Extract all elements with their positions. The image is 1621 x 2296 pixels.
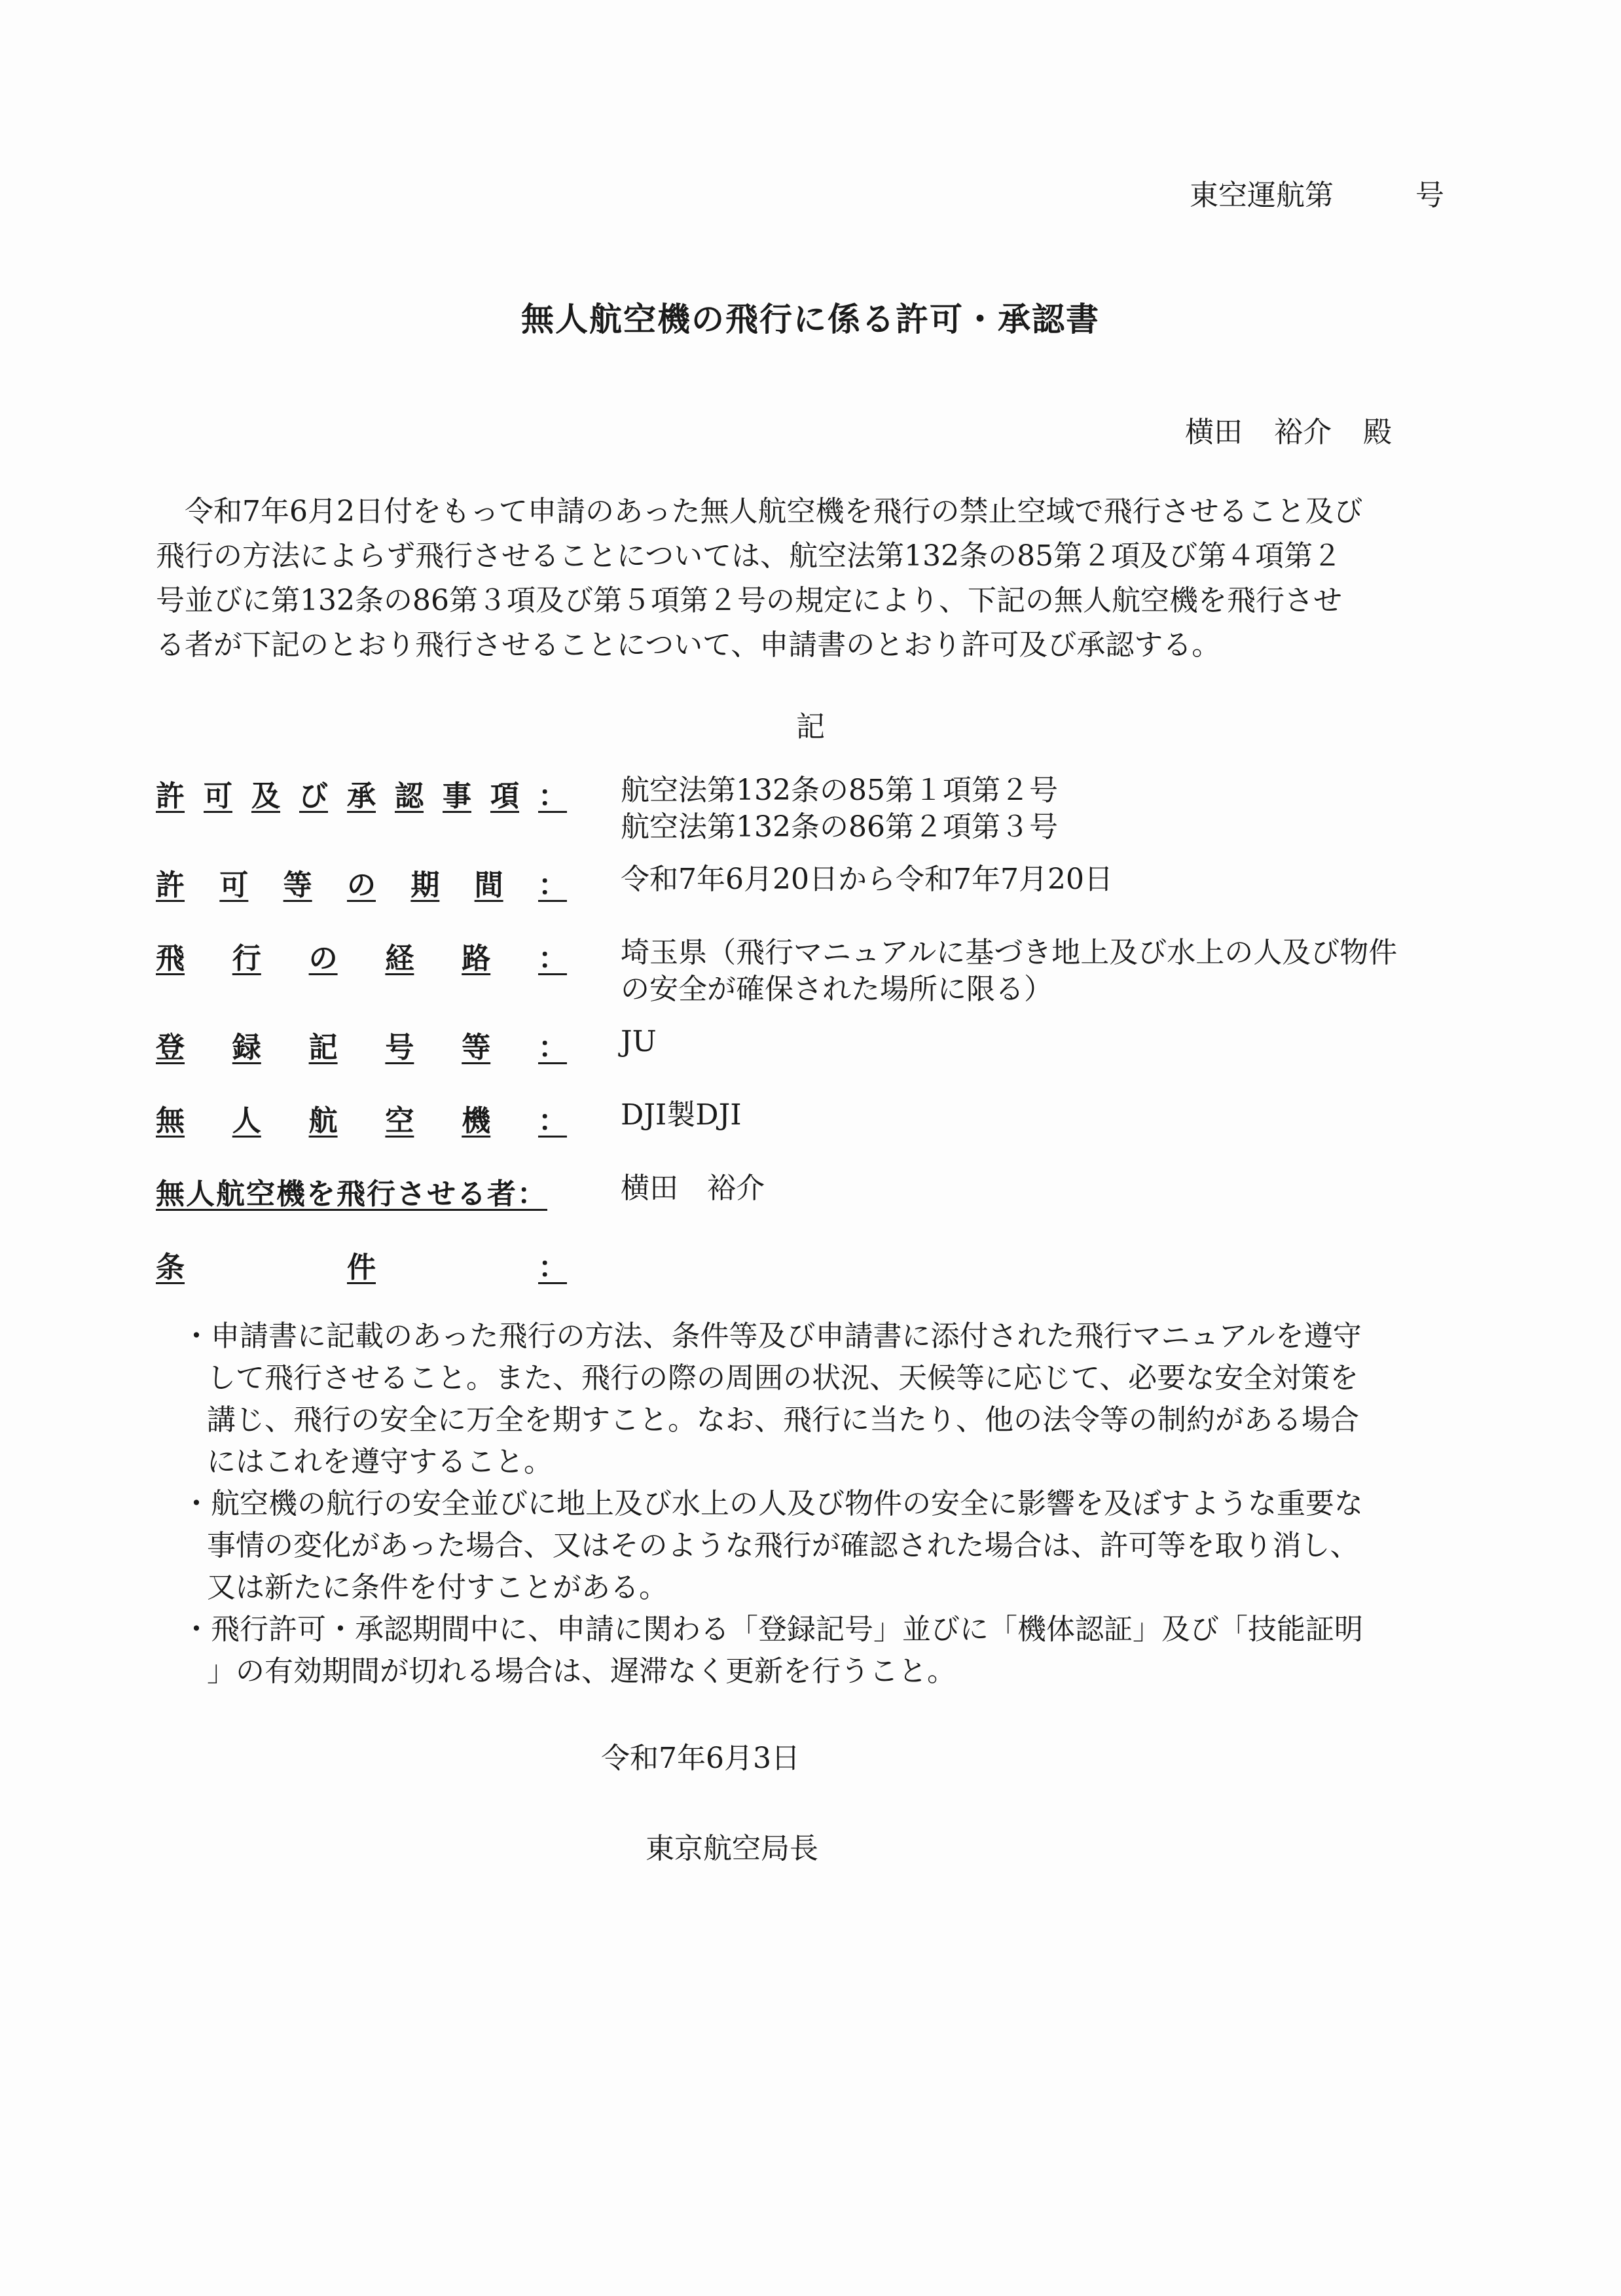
label-approval-matters	[156, 772, 567, 814]
issuer: 東京航空局長	[646, 1832, 818, 1865]
label-char: 及	[251, 780, 280, 813]
label-char: 可	[219, 869, 249, 902]
label-char: 事	[443, 780, 471, 813]
document-number	[1190, 171, 1444, 213]
condition-line: 」の有効期間が切れる場合は、遅滞なく更新を行うこと。	[207, 1655, 956, 1688]
value-route	[621, 935, 1397, 1008]
row-conditions	[156, 1244, 1465, 1296]
label-char: 空	[385, 1104, 414, 1138]
label-route	[156, 935, 567, 977]
body-line: 令和7年6月2日付をもって申請のあった無人航空機を飛行の禁止空域で飛行させること及び	[185, 495, 1363, 528]
label-char: 人	[232, 1104, 261, 1138]
value-line: 航空法第132条の85第１項第２号	[621, 774, 1058, 807]
label-period	[156, 861, 567, 903]
label-char: 条	[156, 1251, 185, 1284]
details-list	[156, 772, 1465, 1296]
row-approval-matters	[156, 772, 1465, 861]
condition-line: 事情の変化があった場合、又はそのような飛行が確認された場合は、許可等を取り消し、	[207, 1529, 1359, 1562]
value-approval-matters	[621, 772, 1058, 846]
value-period	[621, 861, 1113, 898]
label-char: ：	[537, 1104, 567, 1138]
label-char: ：	[537, 869, 567, 902]
condition-line: にはこれを遵守すること。	[207, 1445, 553, 1479]
value-registration	[621, 1024, 657, 1060]
value-aircraft	[621, 1097, 742, 1134]
label-char: 飛	[156, 942, 185, 975]
label-char: 許	[156, 869, 185, 902]
label-char: の	[346, 869, 376, 902]
addressee-honorific: 殿	[1363, 416, 1392, 449]
condition-line: ・飛行許可・承認期間中に、申請に関わる「登録記号」並びに「機体認証」及び「技能証明	[182, 1613, 1363, 1646]
label-char: 登	[156, 1031, 185, 1064]
value-line: 令和7年6月20日から令和7年7月20日	[621, 863, 1113, 896]
value-line: DJI製DJI	[621, 1098, 742, 1132]
label-char: 件	[347, 1251, 376, 1284]
label-char: 経	[385, 942, 414, 975]
label-char: 記	[308, 1031, 338, 1064]
value-line: の安全が確保された場所に限る）	[621, 973, 1053, 1006]
document-number-prefix: 東空運航第	[1190, 179, 1334, 212]
label-conditions	[156, 1244, 567, 1285]
row-operator	[156, 1170, 1465, 1244]
condition-line: 講じ、飛行の安全に万全を期すこと。なお、飛行に当たり、他の法令等の制約がある場合	[207, 1403, 1359, 1437]
addressee	[1185, 408, 1392, 450]
label-char: 行	[232, 942, 261, 975]
label-char: 許	[156, 780, 185, 813]
label-char: ：	[538, 780, 567, 813]
addressee-surname: 横田	[1185, 416, 1243, 449]
condition-line: ・航空機の航行の安全並びに地上及び水上の人及び物件の安全に影響を及ぼすような重要な	[182, 1487, 1363, 1520]
addressee-given-name: 裕介	[1274, 416, 1332, 449]
document-title: 無人航空機の飛行に係る許可・承認書	[521, 300, 1100, 338]
label-char: ：	[537, 942, 567, 975]
body-line: 飛行の方法によらず飛行させることについては、航空法第132条の85第２項及び第４項第２	[156, 539, 1342, 573]
label-char: 機	[462, 1104, 491, 1138]
row-period	[156, 861, 1465, 935]
condition-line: して飛行させること。また、飛行の際の周囲の状況、天候等に応じて、必要な安全対策を	[207, 1361, 1359, 1395]
label-char: 路	[462, 942, 491, 975]
value-line: 横田 裕介	[621, 1172, 765, 1205]
row-aircraft	[156, 1097, 1465, 1170]
conditions-list	[182, 1316, 1478, 1693]
label-char: 間	[474, 869, 503, 902]
condition-item	[182, 1483, 1478, 1609]
body-line: 号並びに第132条の86第３項及び第５項第２号の規定により、下記の無人航空機を飛行させ	[156, 584, 1342, 617]
label-char: ：	[537, 1031, 567, 1064]
row-route	[156, 935, 1465, 1024]
label-char: 可	[204, 780, 232, 813]
label-registration	[156, 1024, 567, 1066]
condition-item	[182, 1316, 1478, 1483]
condition-line: 又は新たに条件を付すことがある。	[207, 1571, 668, 1604]
label-char: 号	[385, 1031, 414, 1064]
value-line: JU	[621, 1025, 657, 1058]
body-paragraph	[156, 490, 1459, 668]
value-operator	[621, 1170, 765, 1207]
label-char: 録	[232, 1031, 261, 1064]
issue-date: 令和7年6月3日	[601, 1742, 800, 1775]
label-char: び	[299, 780, 328, 813]
ki-heading: 記	[796, 710, 825, 744]
condition-line: ・申請書に記載のあった飛行の方法、条件等及び申請書に添付された飛行マニュアルを遵守	[182, 1319, 1362, 1353]
label-operator: 無人航空機を飛行させる者：	[156, 1177, 547, 1211]
label-char: の	[308, 942, 338, 975]
label-char: 等	[283, 869, 312, 902]
label-char: 無	[156, 1104, 185, 1138]
label-char: 航	[308, 1104, 338, 1138]
value-line: 埼玉県（飛行マニュアルに基づき地上及び水上の人及び物件	[621, 936, 1398, 969]
row-registration	[156, 1024, 1465, 1097]
label-aircraft	[156, 1097, 567, 1139]
value-line: 航空法第132条の86第２項第３号	[621, 810, 1058, 844]
condition-item	[182, 1609, 1478, 1693]
label-char: 認	[395, 780, 424, 813]
label-char: ：	[538, 1251, 567, 1284]
body-line: る者が下記のとおり飛行させることについて、申請書のとおり許可及び承認する。	[156, 628, 1221, 662]
label-char: 承	[347, 780, 376, 813]
label-char: 項	[490, 780, 519, 813]
document-number-suffix: 号	[1415, 179, 1444, 212]
label-char: 等	[462, 1031, 491, 1064]
label-char: 期	[410, 869, 440, 902]
